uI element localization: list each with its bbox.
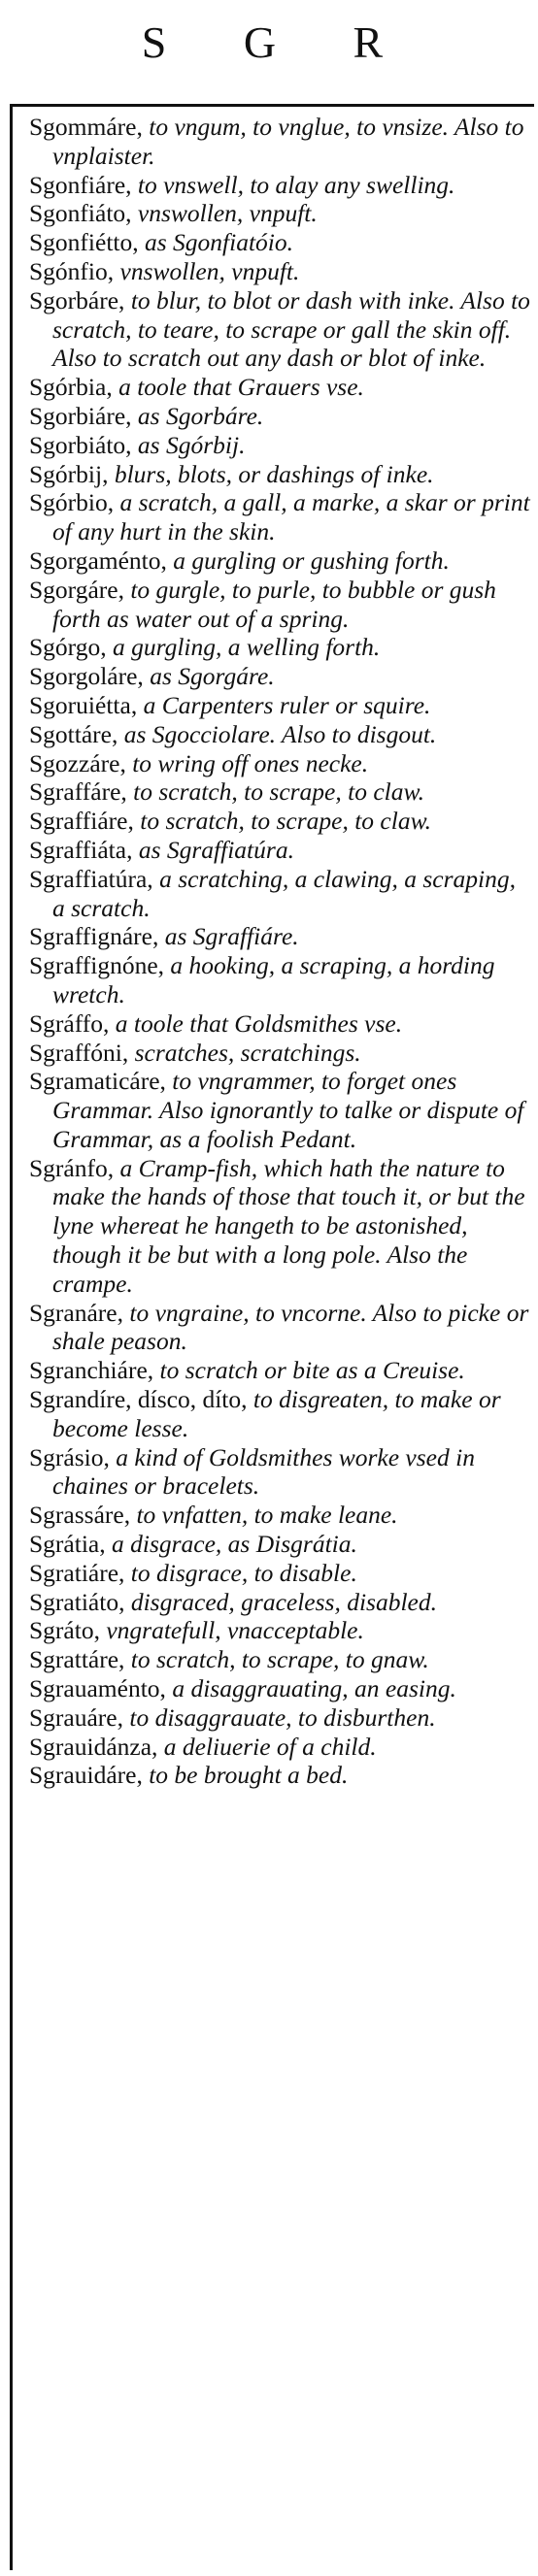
entry-headword: Sgórbia, xyxy=(29,373,113,402)
entry-headword: Sgráto, xyxy=(29,1616,100,1645)
entry-headword: Sgozzáre, xyxy=(29,748,126,777)
entry-definition: a disgrace, as Disgrátia. xyxy=(105,1530,357,1559)
entry-definition: to disgreaten, to make or become lesse. xyxy=(52,1385,501,1442)
entry-definition: to gurgle, to purle, to bubble or gush forth as water out of a spring. xyxy=(52,575,496,633)
entry-definition: vnswollen, vnpuft. xyxy=(131,199,318,228)
entry-headword: Sgrauáre, xyxy=(29,1702,123,1732)
dictionary-entry xyxy=(29,546,530,576)
dictionary-entry xyxy=(29,402,530,431)
entry-definition: a gurgling, a welling forth. xyxy=(106,633,381,662)
dictionary-entry xyxy=(29,1559,530,1588)
entry-headword: Sgorgáre, xyxy=(29,575,124,604)
entry-headword: Sgorbáre, xyxy=(29,285,125,314)
dictionary-entry xyxy=(29,1645,530,1674)
dictionary-entry xyxy=(29,286,530,373)
entry-headword: Sgonfiáre, xyxy=(29,170,132,199)
entry-definition: a scratch, a gall, a marke, a skar or print of any hurt in the skin. xyxy=(52,488,530,546)
entry-headword: Sgramaticáre, xyxy=(29,1067,166,1096)
entry-headword: Sgonfiáto, xyxy=(29,199,132,228)
entry-headword: Sgoruiétta, xyxy=(29,690,138,719)
dictionary-entry xyxy=(29,576,530,634)
entry-definition: blurs, blots, or dashings of inke. xyxy=(108,459,434,488)
dictionary-entry xyxy=(29,488,530,546)
dictionary-entry xyxy=(29,1009,530,1039)
entry-headword: Sgráffo, xyxy=(29,1008,110,1038)
entry-definition: a toole that Goldsmithes vse. xyxy=(109,1008,403,1038)
running-head: S G R xyxy=(141,17,417,67)
entry-definition: to vnswell, to alay any swelling. xyxy=(131,170,455,199)
entry-definition: to vnfatten, to make leane. xyxy=(130,1501,398,1530)
entry-definition: a Carpenters ruler or squire. xyxy=(137,690,431,719)
entry-headword: Sgranáre, xyxy=(29,1298,123,1327)
dictionary-entry xyxy=(29,951,530,1009)
entry-headword: Sgraffiatúra, xyxy=(29,864,153,893)
entry-definition: a Cramp-fish, which hath the nature to make the hands of those that touch it, or but the lyne whereat he hangeth to be astonished, though it be but with a long pole. Also the crampe. xyxy=(52,1153,525,1298)
dictionary-entry xyxy=(29,720,530,749)
entry-definition: to scratch, to scrape, to claw. xyxy=(133,807,432,836)
entry-definition: a hooking, a scraping, a hording wretch. xyxy=(52,951,495,1008)
entry-definition: a deliuerie of a child. xyxy=(157,1732,377,1761)
entry-definition: to blur, to blot or dash with inke. Also to scratch, to teare, to scrape or gall the skin off. Also to scratch out any dash or blot of inke. xyxy=(52,285,530,373)
entry-definition: vnswollen, vnpuft. xyxy=(114,256,300,285)
dictionary-entry xyxy=(29,1385,530,1443)
dictionary-entry xyxy=(29,431,530,460)
entry-headword: Sgránfo, xyxy=(29,1153,115,1182)
entry-headword: Sgrátia, xyxy=(29,1530,106,1559)
entry-definition: to vngum, to vnglue, to vnsize. Also to vnplaister. xyxy=(52,113,524,170)
entry-definition: to vngraine, to vncorne. Also to picke or shale peason. xyxy=(52,1298,529,1356)
dictionary-entry xyxy=(29,662,530,691)
entry-headword: Sgrattáre, xyxy=(29,1645,125,1674)
dictionary-entry xyxy=(29,1761,530,1790)
dictionary-entry xyxy=(29,373,530,402)
entry-headword: Sgommáre, xyxy=(29,113,143,141)
dictionary-entry xyxy=(29,691,530,720)
entry-headword: Sgrandíre, dísco, díto, xyxy=(29,1385,248,1414)
entry-headword: Sgraffóni, xyxy=(29,1038,129,1067)
entry-headword: Sgónfio, xyxy=(29,256,115,285)
entry-definition: to scratch or bite as a Creuise. xyxy=(153,1356,465,1385)
dictionary-entry xyxy=(29,633,530,662)
dictionary-entry xyxy=(29,1530,530,1559)
dictionary-entry xyxy=(29,171,530,200)
entry-definition: to disaggrauate, to disburthen. xyxy=(123,1702,436,1732)
entry-headword: Sgórbij, xyxy=(29,459,109,488)
entry-definition: scratches, scratchings. xyxy=(128,1038,361,1067)
entry-definition: to vngrammer, to forget ones Grammar. Also ignorantly to talke or dispute of Grammar, as a foolish Pedant. xyxy=(52,1067,524,1153)
entry-headword: Sgrauidáre, xyxy=(29,1761,143,1790)
entry-definition: as Sgorgáre. xyxy=(143,662,275,691)
entry-definition: a scratching, a clawing, a scraping, a scratch. xyxy=(52,864,516,922)
entry-definition: disgraced, graceless, disabled. xyxy=(124,1587,437,1616)
dictionary-entry xyxy=(29,1501,530,1530)
entry-headword: Sgrassáre, xyxy=(29,1501,131,1530)
dictionary-entry xyxy=(29,777,530,807)
dictionary-entry xyxy=(29,807,530,836)
dictionary-entry xyxy=(29,228,530,257)
entry-headword: Sgorgaménto, xyxy=(29,545,167,575)
dictionary-entry xyxy=(29,1039,530,1068)
entry-definition: as Sgonfiatóio. xyxy=(138,228,294,257)
dictionary-entry xyxy=(29,1154,530,1299)
dictionary-entry xyxy=(29,865,530,923)
entry-headword: Sgorbiáto, xyxy=(29,430,132,459)
dictionary-entry xyxy=(29,113,530,171)
entry-headword: Sgratiáre, xyxy=(29,1558,125,1587)
dictionary-entry xyxy=(29,199,530,228)
entry-definition: a disaggrauating, an easing. xyxy=(165,1674,456,1703)
dictionary-entry xyxy=(29,257,530,286)
dictionary-entry xyxy=(29,1588,530,1617)
dictionary-entry xyxy=(29,1616,530,1645)
entry-definition: to be brought a bed. xyxy=(142,1761,349,1790)
dictionary-entry xyxy=(29,1356,530,1385)
entry-headword: Sgranchiáre, xyxy=(29,1356,154,1385)
entry-headword: Sgorgoláre, xyxy=(29,662,144,691)
entry-headword: Sgottáre, xyxy=(29,719,118,748)
dictionary-entry xyxy=(29,922,530,951)
entry-headword: Sgratiáto, xyxy=(29,1587,125,1616)
entry-headword: Sgraffáre, xyxy=(29,777,127,807)
entry-headword: Sgraffignóne, xyxy=(29,951,165,980)
entry-definition: vngratefull, vnacceptable. xyxy=(99,1616,364,1645)
header-rule xyxy=(10,104,534,107)
entry-definition: to scratch, to scrape, to claw. xyxy=(126,777,424,807)
dictionary-entry xyxy=(29,1443,530,1502)
entry-definition: as Sgraffiáre. xyxy=(158,922,299,951)
dictionary-entry xyxy=(29,836,530,865)
entry-definition: as Sgocciolare. Also to disgout. xyxy=(118,719,437,748)
dictionary-entry xyxy=(29,1299,530,1357)
entry-headword: Sgraffignáre, xyxy=(29,922,159,951)
dictionary-entries xyxy=(0,113,538,1790)
entry-definition: to disgrace, to disable. xyxy=(124,1558,357,1587)
entry-definition: as Sgorbáre. xyxy=(131,401,264,430)
entry-definition: a gurgling or gushing forth. xyxy=(166,545,450,575)
entry-headword: Sgraffiáta, xyxy=(29,835,133,864)
dictionary-entry xyxy=(29,1733,530,1762)
entry-definition: to wring off ones necke. xyxy=(125,748,369,777)
entry-headword: Sgrauaménto, xyxy=(29,1674,166,1703)
entry-definition: a kind of Goldsmithes worke vsed in chaines or bracelets. xyxy=(52,1442,475,1501)
entry-definition: a toole that Grauers vse. xyxy=(112,373,364,402)
dictionary-entry xyxy=(29,1674,530,1703)
entry-headword: Sgonfiétto, xyxy=(29,228,139,257)
entry-definition: as Sgraffiatúra. xyxy=(132,835,294,864)
entry-definition: to scratch, to scrape, to gnaw. xyxy=(124,1645,429,1674)
dictionary-entry xyxy=(29,1703,530,1733)
entry-headword: Sgórbio, xyxy=(29,488,115,517)
dictionary-entry xyxy=(29,1067,530,1153)
dictionary-entry xyxy=(29,749,530,778)
entry-headword: Sgraffiáre, xyxy=(29,807,134,836)
entry-headword: Sgrauidánza, xyxy=(29,1732,158,1761)
dictionary-entry xyxy=(29,460,530,489)
entry-headword: Sgrásio, xyxy=(29,1442,110,1471)
entry-headword: Sgórgo, xyxy=(29,633,107,662)
entry-definition: as Sgórbij. xyxy=(131,430,246,459)
entry-headword: Sgorbiáre, xyxy=(29,401,132,430)
